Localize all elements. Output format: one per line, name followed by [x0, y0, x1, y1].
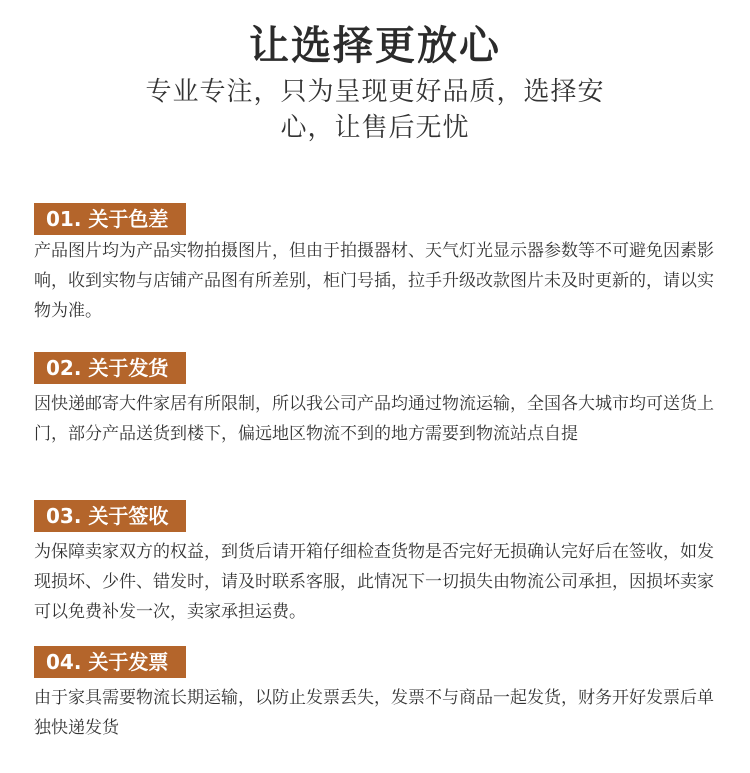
page-subtitle: 专业专注，只为呈现更好品质，选择安心，让售后无忧 — [145, 77, 605, 143]
section-body-shipping: 因快递邮寄大件家居有所限制，所以我公司产品均通过物流运输，全国各大城市均可送货上门，部分产品送货到楼下，偏远地区物流不到的地方需要到物流站点自提 — [34, 394, 714, 444]
section-body-receipt: 为保障卖家双方的权益，到货后请开箱仔细检查货物是否完好无损确认完好后在签收，如发现损坏、少件、错发时，请及时联系客服，此情况下一切损失由物流公司承担，因损坏卖家可以免费补发一次，卖家承担运费。 — [34, 542, 714, 622]
page-title: 让选择更放心 — [249, 23, 501, 69]
section-header-receipt: 03. 关于签收 — [34, 500, 186, 532]
section-body-invoice: 由于家具需要物流长期运输，以防止发票丢失，发票不与商品一起发货，财务开好发票后单独快递发货 — [34, 688, 714, 738]
section-body-color-difference: 产品图片均为产品实物拍摄图片，但由于拍摄器材、天气灯光显示器参数等不可避免因素影响，收到实物与店铺产品图有所差别，柜门号插，拉手升级改款图片未及时更新的，请以实物为准。 — [34, 241, 714, 321]
section-header-shipping: 02. 关于发货 — [34, 352, 186, 384]
section-header-color-difference: 01. 关于色差 — [34, 203, 186, 235]
section-header-invoice: 04. 关于发票 — [34, 646, 186, 678]
